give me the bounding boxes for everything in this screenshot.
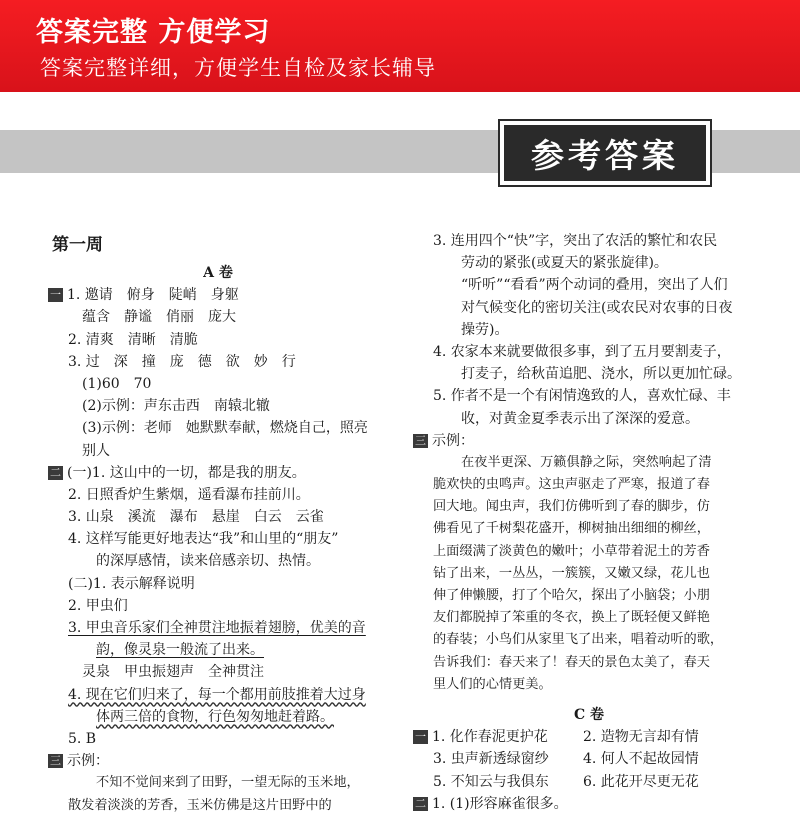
essay-line: 友们都脱掉了笨重的冬衣，换上了既轻便又鲜艳: [433, 610, 710, 626]
answer-line: 蕴含 静谧 俏丽 庞大: [82, 309, 236, 326]
answer-line: 2. 甲虫们: [68, 597, 128, 614]
answer-cell: 5. 不知云与我俱东: [433, 773, 549, 790]
header-banner: [0, 0, 800, 92]
answer-line: 三 示例：: [415, 432, 474, 449]
answer-line: 2. 清爽 清晰 清脆: [68, 331, 198, 348]
answer-line: 二 (一)1. 这山中的一切，都是我的朋友。: [50, 464, 306, 481]
answer-line: 3. 连用四个“快”字，突出了农活的繁忙和农民: [433, 233, 718, 249]
section-marker: 二: [415, 796, 426, 810]
answer-cell: 3. 虫声新透绿窗纱: [433, 751, 549, 768]
answer-line: 3. 山泉 溪流 瀑布 悬崖 白云 云雀: [68, 509, 324, 526]
essay-line: 伸了伸懒腰，打了个哈欠，探出了小脑袋；小朋: [433, 588, 710, 603]
answer-line: 一 1. 邀请 俯身 陡峭 身躯: [50, 287, 239, 304]
answer-line: [48, 639, 388, 661]
answer-line: (3)示例：老师 她默默奉献，燃烧自己，照亮: [82, 420, 368, 437]
answer-cell: 4. 何人不起故园情: [583, 751, 699, 768]
underlined-text: 3. 甲虫音乐家们全神贯注地振着翅膀，优美的音: [68, 620, 366, 636]
week-heading: 第一周: [52, 235, 103, 255]
answer-line: 3. 过 深 撞 庞 德 欲 妙 行: [68, 353, 296, 370]
answer-line: 打麦子，给秋苗追肥、浇水，所以更加忙碌。: [461, 366, 741, 383]
section-marker: 二: [50, 465, 61, 479]
answer-key-badge: 参考答案: [500, 121, 710, 185]
answer-line: 灵泉 甲虫振翅声 全神贯注: [82, 664, 264, 681]
answer-line: 5. 作者不是一个有闲情逸致的人，喜欢忙碌、丰: [433, 388, 731, 405]
banner-title: 答案完整 方便学习: [36, 17, 271, 48]
essay-line: 在夜半更深、万籁俱静之际，突然响起了清: [461, 454, 712, 470]
section-marker: 一: [50, 288, 61, 302]
essay-line: 散发着淡淡的芳香，玉米仿佛是这片田野中的: [68, 797, 332, 813]
essay-line: 上面缀满了淡黄色的嫩叶；小草带着泥土的芳香: [433, 543, 710, 559]
answer-cell: 2. 造物无言却有情: [583, 729, 699, 746]
essay-line: 不知不觉间来到了田野，一望无际的玉米地，: [96, 775, 360, 791]
answer-line: (1)60 70: [82, 375, 152, 392]
essay-line: 脆欢快的虫鸣声。这虫声驱走了严寒，报道了春: [433, 477, 710, 493]
answer-line: 二 1. (1)形容麻雀很多。: [415, 795, 568, 812]
essay-line: 佛看见了千树梨花盛开，柳树抽出细细的柳丝，: [433, 521, 710, 537]
answer-line: 2. 日照香炉生紫烟，遥看瀑布挂前川。: [68, 486, 310, 503]
essay-line: 回大地。闻虫声，我们仿佛听到了春的脚步，仿: [433, 499, 710, 515]
essay-line: 告诉我们：春天来了！春天的景色太美了，春天: [433, 654, 710, 670]
section-marker: 三: [415, 433, 426, 447]
section-marker: 一: [415, 730, 426, 744]
essay-line: 钻了出来，一丛丛，一簇簇，又嫩又绿，花儿也: [433, 565, 710, 581]
answer-cell: 1. 化作春泥更护花: [432, 729, 548, 746]
answer-pair-row: [413, 771, 765, 793]
wavy-underlined-text: 体两三倍的食物，行色匆匆地赶着路。: [96, 708, 334, 725]
answer-pair-row: [413, 726, 765, 748]
answer-line: 4. 这样写能更好地表达“我”和山里的“朋友”: [68, 531, 339, 548]
answer-line: “听听”“看看”两个动词的叠用，突出了人们: [461, 277, 728, 294]
answer-line: 三 示例：: [50, 753, 109, 770]
wavy-underlined-text: 4. 现在它们归来了，每一个都用前肢推着大过身: [68, 686, 366, 703]
answer-cell: 6. 此花开尽更无花: [583, 773, 699, 790]
answer-line: (2)示例：声东击西 南辕北辙: [82, 398, 270, 415]
answer-line: [48, 684, 388, 706]
section-marker: 三: [50, 754, 61, 768]
section-c-heading: C 卷: [573, 706, 605, 723]
answer-line: 别人: [82, 442, 110, 459]
section-a-heading: A 卷: [203, 265, 233, 281]
answer-line: 操劳)。: [461, 321, 509, 338]
essay-line: 的春装；小鸟们从家里飞了出来，唱着动听的歌，: [433, 632, 724, 648]
answer-line: 对气候变化的密切关注(或农民对农事的日夜: [461, 299, 733, 316]
answer-line: 劳动的紧张(或夏天的紧张旋律)。: [461, 255, 668, 272]
answer-line: 5. B: [68, 730, 97, 747]
answer-line: 收，对黄金夏季表示出了深深的爱意。: [461, 410, 699, 427]
answer-line: [48, 706, 388, 728]
essay-line: 里人们的心情更美。: [433, 676, 552, 692]
right-column: [413, 230, 765, 815]
answer-line: 4. 农家本来就要做很多事，到了五月要割麦子，: [433, 343, 731, 360]
left-column: [48, 230, 388, 817]
answer-pair-row: [413, 748, 765, 770]
answer-line: 的深厚感情，读来倍感亲切、热情。: [96, 553, 320, 570]
underlined-text: 韵，像灵泉一般流了出来。: [96, 642, 264, 659]
answer-line: (二)1. 表示解释说明: [68, 575, 195, 592]
answer-line: [48, 617, 388, 639]
banner-subtitle: 答案完整详细，方便学生自检及家长辅导: [40, 56, 436, 80]
